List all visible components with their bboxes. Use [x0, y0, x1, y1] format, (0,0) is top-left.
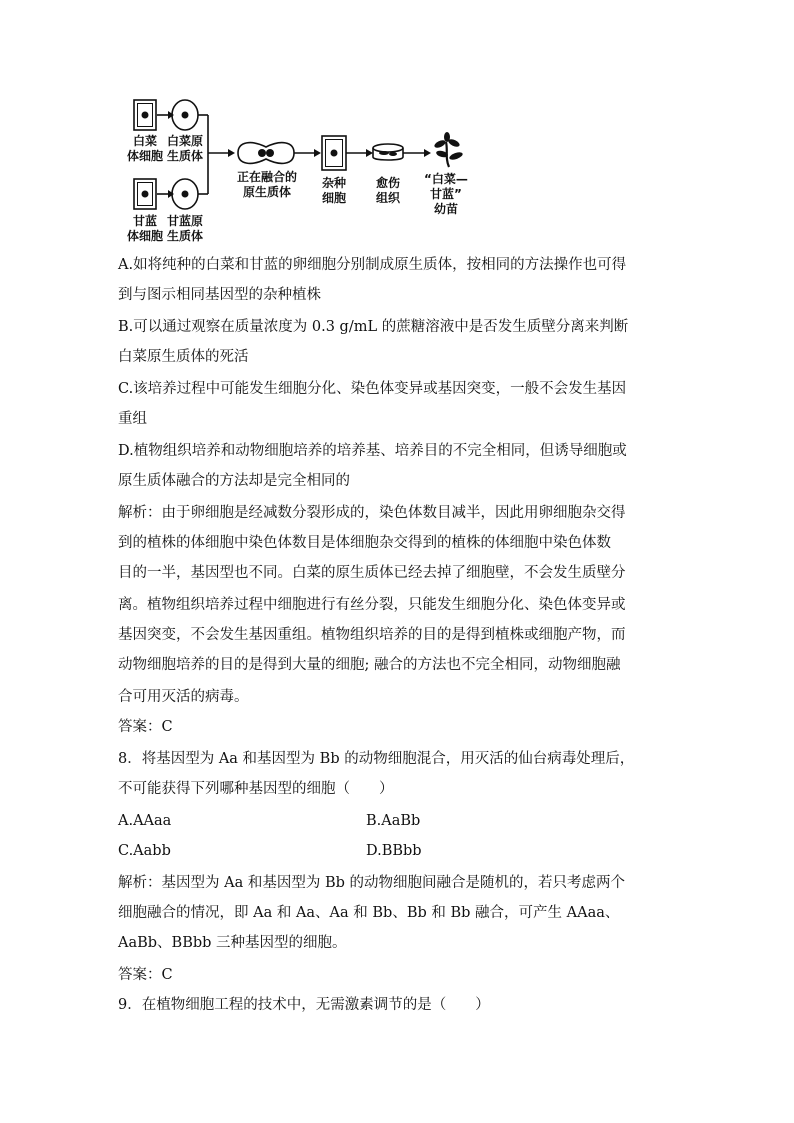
- option-b-line-2: 白菜原生质体的死活: [118, 349, 249, 365]
- explanation-8-line-1: 解析：基因型为 Aa 和基因型为 Bb 的动物细胞间融合是随机的，若只考虑两个: [118, 875, 625, 891]
- explanation-7-line-6: 动物细胞培养的目的是得到大量的细胞; 融合的方法也不完全相同，动物细胞融: [118, 657, 621, 673]
- label-baicai-protoplast: 白菜原 生质体: [166, 134, 203, 163]
- option-a-line-2: 到与图示相同基因型的杂种植株: [118, 287, 321, 303]
- answer-8: 答案：C: [118, 967, 173, 983]
- explanation-8-line-3: AaBb、BBbb 三种基因型的细胞。: [118, 935, 347, 951]
- explanation-7-line-4: 离。植物组织培养过程中细胞进行有丝分裂，只能发生细胞分化、染色体变异或: [118, 597, 626, 613]
- option-d-line-2: 原生质体融合的方法却是完全相同的: [118, 473, 350, 489]
- option-b-line-1: B.可以通过观察在质量浓度为 0.3 g/mL 的蔗糖溶液中是否发生质壁分离来判断: [118, 319, 629, 335]
- callus-icon: [373, 144, 403, 152]
- option-d-line-1: D.植物组织培养和动物细胞培养的培养基、培养目的不完全相同，但诱导细胞或: [118, 443, 627, 459]
- label-ganlan-cell: 甘蓝 体细胞: [126, 214, 163, 243]
- label-fusing-protoplast: 正在融合的 原生质体: [236, 170, 297, 199]
- explanation-7-line-5: 基因突变，不会发生基因重组。植物组织培养的目的是得到植株或细胞产物，而: [118, 627, 626, 643]
- explanation-7-line-7: 合可用灭活的病毒。: [118, 689, 249, 705]
- label-hybrid-cell: 杂种 细胞: [321, 176, 346, 205]
- label-ganlan-protoplast: 甘蓝原 生质体: [166, 214, 203, 243]
- explanation-7-line-1: 解析：由于卵细胞是经减数分裂形成的，染色体数目减半，因此用卵细胞杂交得: [118, 505, 626, 521]
- label-baicai-cell: 白菜 体细胞: [126, 134, 163, 163]
- explanation-7-line-3: 目的一半，基因型也不同。白菜的原生质体已经去掉了细胞壁，不会发生质壁分: [118, 565, 626, 581]
- question-8-line-2: 不可能获得下列哪种基因型的细胞（ ）: [118, 781, 394, 797]
- protoplast-fusion-diagram: [118, 94, 478, 246]
- option-a-line-1: A.如将纯种的白菜和甘蓝的卵细胞分别制成原生质体，按相同的方法操作也可得: [118, 257, 627, 273]
- question-8-option-a: A.AAaa: [118, 813, 172, 829]
- option-c-line-1: C.该培养过程中可能发生细胞分化、染色体变异或基因突变，一般不会发生基因: [118, 381, 627, 397]
- answer-7: 答案：C: [118, 719, 173, 735]
- label-seedling: “白菜— 甘蓝” 幼苗: [424, 172, 468, 216]
- question-8-option-c: C.Aabb: [118, 843, 171, 859]
- question-8-option-b: B.AaBb: [366, 813, 421, 829]
- option-c-line-2: 重组: [118, 411, 147, 427]
- explanation-7-line-2: 到的植株的体细胞中染色体数目是体细胞杂交得到的植株的体细胞中染色体数: [118, 535, 611, 551]
- question-9-line-1: 9．在植物细胞工程的技术中，无需激素调节的是（ ）: [118, 997, 490, 1013]
- explanation-8-line-2: 细胞融合的情况，即 Aa 和 Aa、Aa 和 Bb、Bb 和 Bb 融合，可产生 AAaa、: [118, 905, 620, 921]
- question-8-option-d: D.BBbb: [366, 843, 422, 859]
- label-callus: 愈伤 组织: [375, 176, 400, 205]
- question-8-line-1: 8．将基因型为 Aa 和基因型为 Bb 的动物细胞混合，用灭活的仙台病毒处理后，: [118, 751, 635, 767]
